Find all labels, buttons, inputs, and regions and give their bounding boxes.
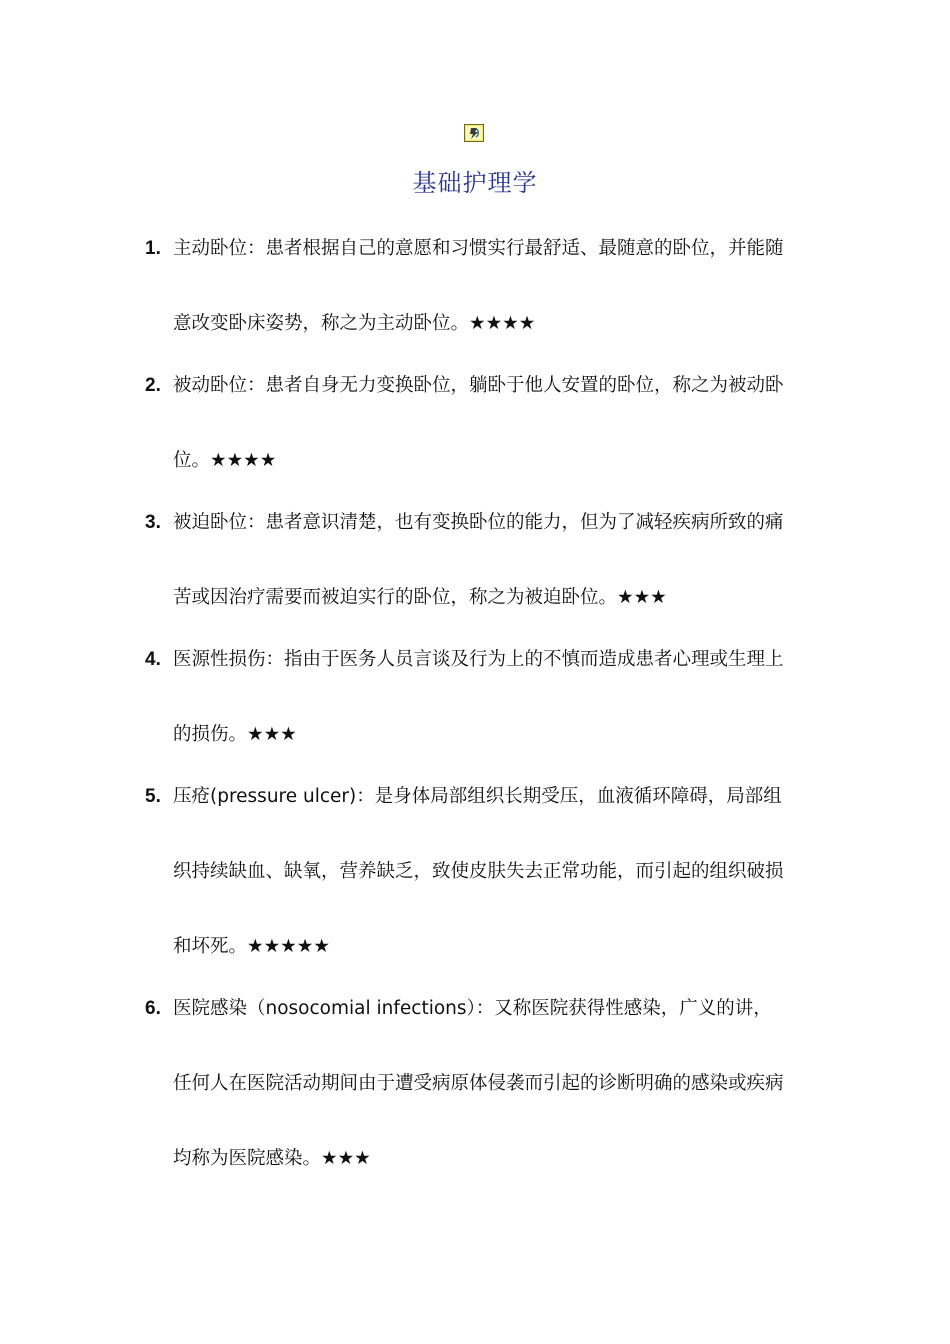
item-line: 被动卧位：患者自身无力变换卧位，躺卧于他人安置的卧位，称之为被动卧 xyxy=(173,375,784,396)
document-title: 基础护理学 xyxy=(412,169,538,197)
item-text xyxy=(173,641,815,778)
item-text xyxy=(173,778,815,990)
item-number: 2. xyxy=(145,375,161,396)
document-link-icon xyxy=(464,124,484,142)
item-line: 苦或因治疗需要而被迫实行的卧位，称之为被迫卧位。★★★ xyxy=(173,587,667,608)
item-text xyxy=(173,367,815,504)
list-item xyxy=(145,230,815,367)
list-item xyxy=(145,367,815,504)
item-line: 意改变卧床姿势，称之为主动卧位。★★★★ xyxy=(173,313,536,334)
item-line: 织持续缺血、缺氧，营养缺乏，致使皮肤失去正常功能，而引起的组织破损 xyxy=(173,861,784,882)
list-item xyxy=(145,504,815,641)
item-number: 5. xyxy=(145,786,161,807)
item-line: 主动卧位：患者根据自己的意愿和习惯实行最舒适、最随意的卧位，并能随 xyxy=(173,238,784,259)
item-number: 3. xyxy=(145,512,161,533)
item-number: 1. xyxy=(145,238,161,259)
list-item xyxy=(145,990,815,1202)
item-number: 6. xyxy=(145,998,161,1019)
item-line: 和坏死。★★★★★ xyxy=(173,936,330,957)
item-line: 医源性损伤：指由于医务人员言谈及行为上的不慎而造成患者心理或生理上 xyxy=(173,649,784,670)
item-line: 被迫卧位：患者意识清楚，也有变换卧位的能力，但为了减轻疾病所致的痛 xyxy=(173,512,784,533)
item-line: 压疮(pressure ulcer)：是身体局部组织长期受压，血液循环障碍，局部组 xyxy=(173,786,782,807)
item-text xyxy=(173,504,815,641)
item-line: 的损伤。★★★ xyxy=(173,724,297,745)
item-line: 均称为医院感染。★★★ xyxy=(173,1148,371,1169)
item-text xyxy=(173,990,815,1202)
item-number: 4. xyxy=(145,649,161,670)
definition-list xyxy=(145,230,815,1202)
item-line: 医院感染（nosocomial infections）：又称医院获得性感染，广义的讲， xyxy=(173,998,772,1019)
item-text xyxy=(173,230,815,367)
item-line: 任何人在医院活动期间由于遭受病原体侵袭而引起的诊断明确的感染或疾病 xyxy=(173,1073,784,1094)
list-item xyxy=(145,778,815,990)
list-item xyxy=(145,641,815,778)
item-line: 位。★★★★ xyxy=(173,450,277,471)
